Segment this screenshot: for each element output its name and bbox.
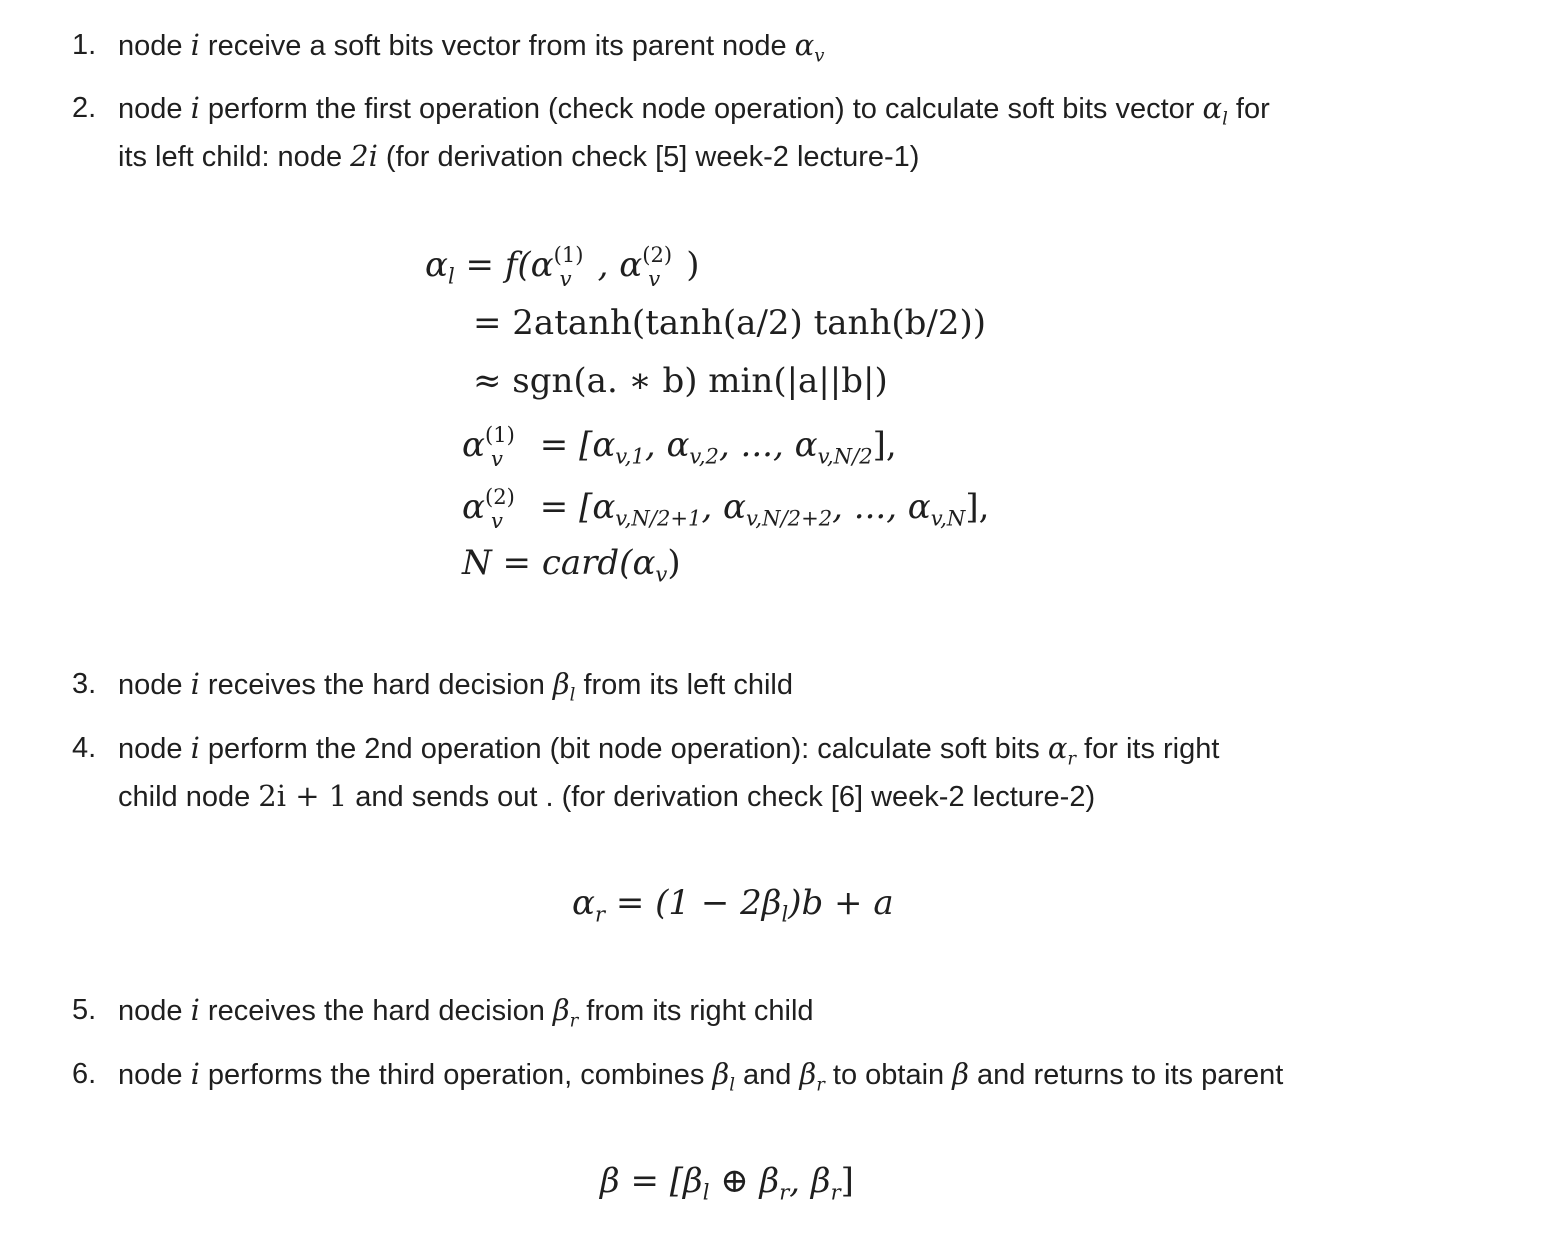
math-var: α [1202, 91, 1223, 125]
math-expr: = [α [528, 425, 616, 465]
equation-alpha-l [425, 240, 699, 301]
text-span: node [118, 30, 191, 62]
math-expr: , β [789, 1161, 831, 1201]
math-sub: v [655, 561, 668, 587]
math-var: α [572, 883, 595, 923]
text-span: child node [118, 781, 259, 813]
text-span: node [118, 995, 191, 1027]
math-sub: r [569, 1010, 579, 1032]
math-sub: l [781, 901, 789, 927]
math-sub: v [648, 265, 661, 291]
math-sub: l [702, 1179, 710, 1205]
math-expr: ) [686, 245, 700, 285]
math-var: α [425, 245, 448, 285]
equation-atanh: = 2atanh(tanh(a/2) tanh(b/2)) [473, 303, 986, 343]
list-item-6-text [118, 1050, 1283, 1109]
math-expr: , α [597, 245, 643, 285]
list-item-5-text [118, 986, 814, 1045]
math-sub: r [816, 1074, 825, 1096]
list-number-6: 6. [72, 1058, 97, 1090]
text-span: receives the hard decision [199, 669, 553, 701]
text-span: its left child: node [118, 141, 351, 173]
math-sub: l [1222, 108, 1228, 130]
text-span: to obtain [824, 1059, 953, 1091]
list-item-1-text [118, 21, 824, 80]
math-sub: v [559, 265, 572, 291]
math-var: α [462, 425, 485, 465]
equation-approx: ≈ sgn(a. ∗ b) min(|a||b|) [473, 361, 888, 401]
text-span: node [118, 733, 191, 765]
math-expr: , α [644, 425, 690, 465]
math-var: α [462, 487, 485, 527]
text-span: perform the 2nd operation (bit node operation): calculate soft bits [199, 733, 1048, 765]
text-span: node [118, 1059, 191, 1091]
list-number-3: 3. [72, 668, 97, 700]
text-span: and sends out . (for derivation check [6] week-2 lecture-2) [347, 781, 1096, 813]
math-sub: v,N [930, 505, 966, 531]
math-sub: v [490, 507, 503, 533]
math-var: i [190, 28, 200, 62]
math-var: i [190, 1057, 200, 1091]
equation-beta [600, 1156, 854, 1217]
text-span: node [118, 93, 191, 125]
math-sub: v,N/2+1 [615, 505, 702, 531]
math-expr: N = card(α [462, 543, 656, 583]
math-sub: v,N/2 [817, 443, 873, 469]
math-var: β [712, 1057, 730, 1091]
math-var: 2i [350, 139, 378, 173]
math-sub: l [729, 1074, 735, 1096]
math-var: i [190, 667, 200, 701]
math-sub: v,2 [689, 443, 719, 469]
text-span: receives the hard decision [199, 995, 553, 1027]
text-span: from its right child [578, 995, 814, 1027]
math-var: i [190, 993, 200, 1027]
math-sub: l [447, 263, 455, 289]
equation-alpha-r [572, 878, 894, 939]
equation-alpha-v1 [462, 420, 897, 481]
math-expr: = [α [528, 487, 616, 527]
text-span: (for derivation check [5] week-2 lecture-1) [377, 141, 920, 173]
math-sup: (1) [484, 422, 515, 448]
equation-alpha-v2 [462, 482, 989, 543]
math-expr: = (1 − 2β [605, 883, 782, 923]
math-expr: ] [840, 1161, 854, 1201]
math-sub: r [779, 1179, 790, 1205]
list-number-5: 5. [72, 994, 97, 1026]
math-var: i [190, 731, 200, 765]
math-expr: ⊕ β [709, 1161, 780, 1201]
text-span: and [734, 1059, 800, 1091]
text-span: from its left child [575, 669, 793, 701]
text-span: receive a soft bits vector from its parent node [199, 30, 795, 62]
math-sub: v [814, 45, 825, 67]
list-number-4: 4. [72, 732, 97, 764]
math-expr: ], [872, 425, 897, 465]
math-sup: (2) [484, 484, 515, 510]
math-var: β [952, 1057, 969, 1091]
list-item-3-text [118, 660, 793, 719]
list-number-1: 1. [72, 29, 97, 61]
list-number-2: 2. [72, 92, 97, 124]
math-sub: r [830, 1179, 841, 1205]
math-expr: )b + a [788, 883, 894, 923]
math-expr: ) [667, 543, 681, 583]
math-expr: = f(α [454, 245, 554, 285]
math-sup: (1) [553, 242, 584, 268]
math-sub: v [490, 445, 503, 471]
math-sub: l [569, 684, 576, 706]
math-var: β [799, 1057, 817, 1091]
math-var: 2i + 1 [258, 779, 348, 813]
math-var: α [794, 28, 815, 62]
math-var: β [552, 667, 570, 701]
math-var: β [552, 993, 570, 1027]
math-expr: , ..., α [718, 425, 818, 465]
math-sub: r [1067, 748, 1076, 770]
text-span: node [118, 669, 191, 701]
equation-card [462, 538, 681, 599]
math-expr: , ..., α [832, 487, 931, 527]
math-sub: r [594, 901, 606, 927]
list-item-4-text-line2 [118, 772, 1095, 821]
math-sup: (2) [642, 242, 673, 268]
list-item-2-text-line2 [118, 132, 919, 181]
math-var: α [1047, 731, 1068, 765]
math-sub: v,1 [615, 443, 645, 469]
text-span: for its right [1076, 733, 1220, 765]
text-span: for [1227, 93, 1270, 125]
text-span: perform the first operation (check node operation) to calculate soft bits vector [199, 93, 1203, 125]
math-var: i [190, 91, 200, 125]
math-expr: , α [701, 487, 747, 527]
math-expr: ], [965, 487, 990, 527]
text-span: performs the third operation, combines [199, 1059, 713, 1091]
math-expr: β = [β [600, 1161, 703, 1201]
text-span: and returns to its parent [968, 1059, 1284, 1091]
math-sub: v,N/2+2 [746, 505, 833, 531]
